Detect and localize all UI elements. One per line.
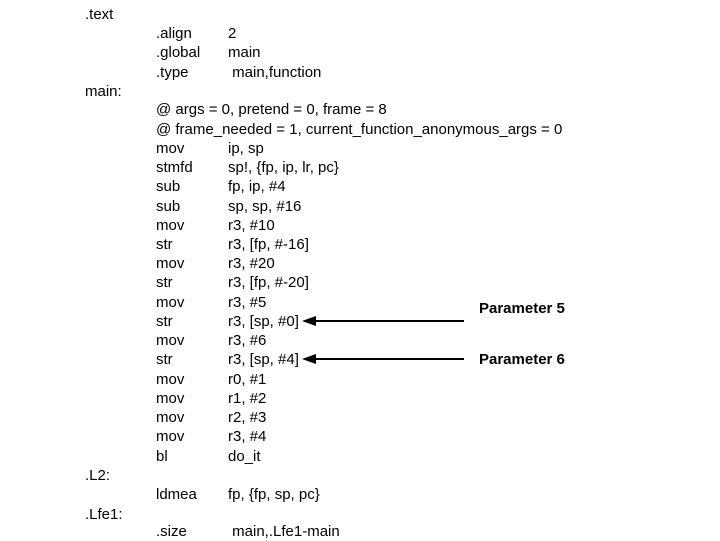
instr-arg: ip, sp [228, 140, 264, 157]
instr-op: stmfd [156, 159, 193, 176]
label-text-section: .text [85, 6, 114, 23]
instr-op: str [156, 274, 173, 291]
instr-op: mov [156, 140, 185, 157]
instr-arg: r3, [fp, #-20] [228, 274, 309, 291]
directive-op: .size [156, 523, 187, 540]
code-comment: @ args = 0, pretend = 0, frame = 8 [156, 101, 387, 118]
directive-op: .type [156, 64, 189, 81]
instr-op: sub [156, 178, 181, 195]
instr-arg: r3, #20 [228, 255, 275, 272]
instr-op: mov [156, 390, 185, 407]
instr-arg: r3, [sp, #0] [228, 313, 299, 330]
label-l2: .L2: [85, 467, 111, 484]
instr-arg: r2, #3 [228, 409, 267, 426]
instr-op: mov [156, 409, 185, 426]
instr-arg: do_it [228, 448, 261, 465]
instr-op: str [156, 313, 173, 330]
instr-arg: r3, #6 [228, 332, 267, 349]
instr-op: mov [156, 217, 185, 234]
arrow-left-icon [300, 348, 470, 370]
directive-arg: main,function [228, 64, 322, 81]
code-comment: @ frame_needed = 1, current_function_anonymous_args = 0 [156, 121, 563, 138]
instr-arg: r1, #2 [228, 390, 267, 407]
instr-arg: fp, {fp, sp, pc} [228, 486, 320, 503]
directive-arg: 2 [228, 25, 237, 42]
directive-arg: main [228, 44, 261, 61]
directive-op: .align [156, 25, 192, 42]
instr-arg: fp, ip, #4 [228, 178, 286, 195]
directive-op: .global [156, 44, 201, 61]
instr-arg: r3, #4 [228, 428, 267, 445]
instr-op: mov [156, 255, 185, 272]
instr-arg: r3, [fp, #-16] [228, 236, 309, 253]
instr-arg: r3, #10 [228, 217, 275, 234]
arrow-left-icon [300, 310, 470, 332]
instr-op: sub [156, 198, 181, 215]
instr-op: ldmea [156, 486, 197, 503]
instr-arg: r0, #1 [228, 371, 267, 388]
annotation-parameter-6: Parameter 6 [479, 351, 565, 368]
label-main: main: [85, 83, 122, 100]
instr-arg: r3, #5 [228, 294, 267, 311]
instr-arg: r3, [sp, #4] [228, 351, 299, 368]
instr-op: mov [156, 428, 185, 445]
instr-arg: sp, sp, #16 [228, 198, 302, 215]
instr-op: str [156, 236, 173, 253]
instr-arg: sp!, {fp, ip, lr, pc} [228, 159, 339, 176]
annotation-parameter-5: Parameter 5 [479, 300, 565, 317]
instr-op: mov [156, 294, 185, 311]
instr-op: bl [156, 448, 168, 465]
label-lfe1: .Lfe1: [85, 506, 123, 523]
directive-arg: main,.Lfe1-main [228, 523, 340, 540]
instr-op: str [156, 351, 173, 368]
instr-op: mov [156, 371, 185, 388]
instr-op: mov [156, 332, 185, 349]
